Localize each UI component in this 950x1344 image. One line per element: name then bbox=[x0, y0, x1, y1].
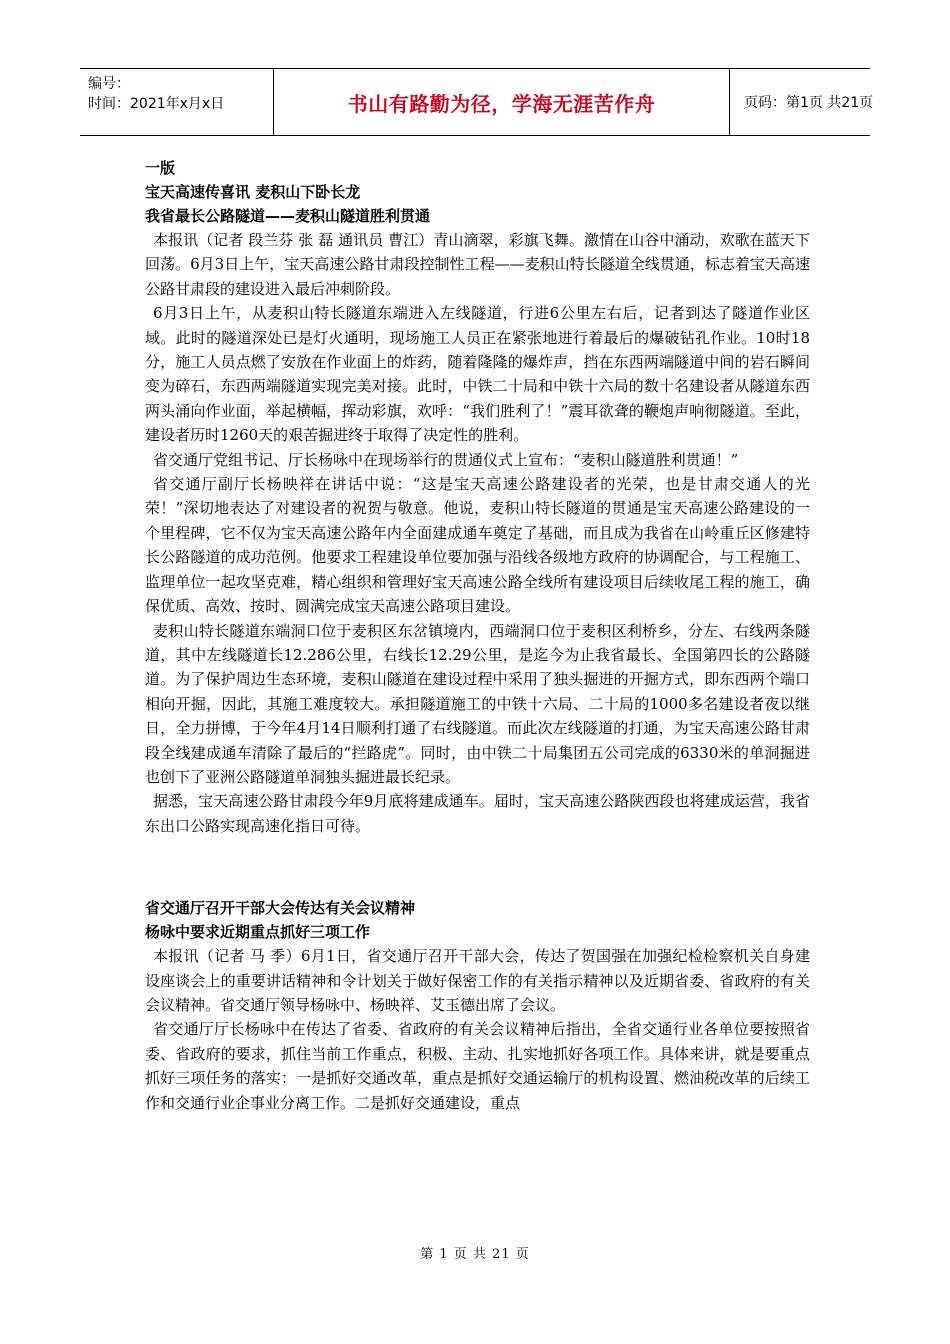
article1-title: 宝天高速传喜讯 麦积山下卧长龙 bbox=[145, 183, 361, 201]
document-number-label: 编号： bbox=[88, 76, 130, 92]
article1-paragraph: 本报讯（记者 段兰芬 张 磊 通讯员 曹江）青山滴翠，彩旗飞舞。激情在山谷中涌动，欢歌在蓝天下回荡。6月3日上午，宝天高速公路甘肃段控制性工程——麦积山特长隧道全线贯通，标志着宝天高速公路甘肃段的建设进入最后冲刺阶段。 bbox=[145, 231, 810, 298]
article1-paragraph: 6月3日上午，从麦积山特长隧道东端进入左线隧道，行进6公里左右后，记者到达了隧道作业区域。此时的隧道深处已是灯火通明，现场施工人员正在紧张地进行着最后的爆破钻孔作业。10时18分，施工人员点燃了安放在作业面上的炸药，随着隆隆的爆炸声，挡在东西两端隧道中间的岩石瞬间变为碎石，东西两端隧道实现完美对接。此时，中铁二十局和中铁十六局的数十名建设者从隧道东西两头涌向作业面，举起横幅，挥动彩旗，欢呼：“我们胜利了！”震耳欲聋的鞭炮声响彻隧道。至此，建设者历时1260天的艰苦掘进终于取得了决定性的胜利。 bbox=[145, 304, 810, 445]
article2-paragraph: 本报讯（记者 马 季）6月1日，省交通厅召开干部大会，传达了贺国强在加强纪检检察机关自身建设座谈会上的重要讲话精神和令计划关于做好保密工作的有关指示精神以及近期省委、省政府的有关会议精神。省交通厅领导杨咏中、杨映祥、艾玉德出席了会议。 bbox=[145, 947, 810, 1014]
header-page-info: 页码：第1页 共21页 bbox=[744, 95, 874, 111]
header-motto-cell bbox=[274, 69, 730, 135]
article1-paragraph: 省交通厅党组书记、厅长杨咏中在现场举行的贯通仪式上宣布：“麦积山隧道胜利贯通！” bbox=[153, 450, 739, 469]
section-label: 一版 bbox=[145, 159, 176, 177]
article1-paragraph: 省交通厅副厅长杨映祥在讲话中说：“这是宝天高速公路建设者的光荣，也是甘肃交通人的光荣！”深切地表达了对建设者的祝贺与敬意。他说，麦积山特长隧道的贯通是宝天高速公路建设的一个里程碑，它不仅为宝天高速公路年内全面建成通车奠定了基础，而且成为我省在山岭重丘区修建特长公路隧道的成功范例。他要求工程建设单位要加强与沿线各级地方政府的协调配合，与工程施工、监理单位一起攻坚克难，精心组织和管理好宝天高速公路全线所有建设项目后续收尾工程的施工，确保优质、高效、按时、圆满完成宝天高速公路项目建设。 bbox=[145, 475, 810, 616]
header-left-cell bbox=[80, 69, 274, 135]
header-page-cell bbox=[730, 69, 874, 135]
page-footer: 第 1 页 共 21 页 bbox=[420, 1247, 530, 1262]
article2-subtitle: 杨咏中要求近期重点抓好三项工作 bbox=[145, 923, 371, 942]
article1-paragraph: 据悉，宝天高速公路甘肃段今年9月底将建成通车。届时，宝天高速公路陕西段也将建成运营，我省东出口公路实现高速化指日可待。 bbox=[145, 792, 810, 835]
header-motto: 书山有路勤为径，学海无涯苦作舟 bbox=[347, 91, 656, 116]
article-spacer bbox=[145, 838, 810, 896]
document-date-label: 时间：2021年x月x日 bbox=[88, 96, 225, 112]
article1-subtitle: 我省最长公路隧道——麦积山隧道胜利贯通 bbox=[145, 207, 431, 225]
article1-paragraph: 麦积山特长隧道东端洞口位于麦积区东岔镇境内，西端洞口位于麦积区利桥乡，分左、右线两条隧道，其中左线隧道长12.286公里，右线长12.29公里，是迄今为止我省最长、全国第四长的公路隧道。为了保护周边生态环境，麦积山隧道在建设过程中采用了独头掘进的开掘方式，即东西两个端口相向开掘，因此，其施工难度较大。承担隧道施工的中铁十六局、二十局的1000多名建设者夜以继日，全力拼博，于今年4月14日顺利打通了右线隧道。而此次左线隧道的打通，为宝天高速公路甘肃段全线建成通车清除了最后的“拦路虎”。同时，由中铁二十局集团五公司完成的6330米的单洞掘进也创下了亚洲公路隧道单洞独头掘进最长纪录。 bbox=[145, 621, 810, 786]
article2-title: 省交通厅召开干部大会传达有关会议精神 bbox=[145, 899, 416, 918]
page-header bbox=[80, 68, 874, 136]
article2-paragraph: 省交通厅厅长杨咏中在传达了省委、省政府的有关会议精神后指出，全省交通行业各单位要按照省委、省政府的要求，抓住当前工作重点，积极、主动、扎实地抓好各项工作。具体来讲，就是要重点抓好三项任务的落实：一是抓好交通改革，重点是抓好交通运输厅的机构设置、燃油税改革的后续工作和交通行业企事业分离工作。二是抓好交通建设，重点 bbox=[145, 1020, 810, 1112]
document-body bbox=[145, 156, 810, 1115]
